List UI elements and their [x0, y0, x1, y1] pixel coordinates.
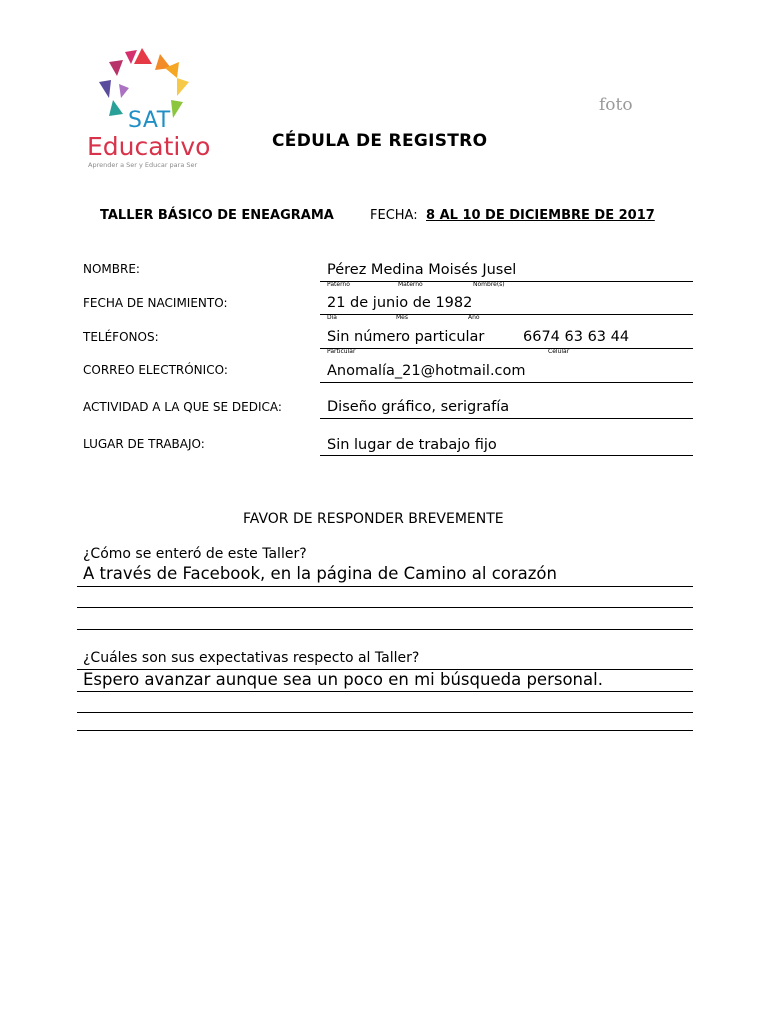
field-line-telefonos — [320, 348, 693, 349]
logo-tagline: Aprender a Ser y Educar para Ser — [88, 161, 198, 169]
answer-1[interactable]: A través de Facebook, en la página de Camino al corazón — [83, 564, 557, 583]
field-label-correo: CORREO ELECTRÓNICO: — [83, 363, 228, 377]
answer-1-line-1 — [77, 586, 693, 587]
field-sub-mes: Mes — [396, 314, 408, 321]
workshop-date-label: FECHA: — [370, 208, 418, 223]
answer-1-line-2 — [77, 607, 693, 608]
field-label-telefonos: TELÉFONOS: — [83, 330, 159, 344]
field-sub-ano: Año — [468, 314, 480, 321]
question-2: ¿Cuáles son sus expectativas respecto al Taller? — [83, 650, 420, 666]
field-sub-particular: Particular — [327, 348, 356, 355]
field-label-nacimiento: FECHA DE NACIMIENTO: — [83, 296, 228, 310]
field-line-actividad — [320, 418, 693, 419]
answer-2[interactable]: Espero avanzar aunque sea un poco en mi búsqueda personal. — [83, 670, 603, 689]
workshop-name: TALLER BÁSICO DE ENEAGRAMA — [100, 208, 334, 223]
photo-placeholder: foto — [599, 95, 633, 115]
section-heading: FAVOR DE RESPONDER BREVEMENTE — [243, 511, 504, 527]
field-value-nacimiento[interactable]: 21 de junio de 1982 — [327, 295, 473, 311]
question-1: ¿Cómo se enteró de este Taller? — [83, 546, 307, 562]
workshop-date-value: 8 AL 10 DE DICIEMBRE DE 2017 — [426, 208, 655, 223]
field-sub-dia: Día — [327, 314, 337, 321]
answer-1-line-3 — [77, 629, 693, 630]
field-label-lugar: LUGAR DE TRABAJO: — [83, 437, 205, 451]
field-value-nombre[interactable]: Pérez Medina Moisés Jusel — [327, 262, 517, 278]
field-line-lugar — [320, 455, 693, 456]
field-value-lugar[interactable]: Sin lugar de trabajo fijo — [327, 437, 497, 453]
logo-brand-educativo: Educativo — [87, 132, 211, 161]
field-line-correo — [320, 382, 693, 383]
answer-2-line-1 — [77, 691, 693, 692]
field-value-telefono-particular[interactable]: Sin número particular — [327, 329, 485, 345]
field-line-nombre — [320, 281, 693, 282]
answer-2-line-3 — [77, 730, 693, 731]
field-label-nombre: NOMBRE: — [83, 262, 140, 276]
sat-educativo-logo — [85, 40, 220, 175]
page-title: CÉDULA DE REGISTRO — [272, 131, 488, 151]
field-sub-nombres: Nombre(s) — [473, 281, 505, 288]
field-label-actividad: ACTIVIDAD A LA QUE SE DEDICA: — [83, 400, 282, 414]
field-value-telefono-celular[interactable]: 6674 63 63 44 — [523, 329, 630, 345]
field-sub-materno: Materno — [398, 281, 423, 288]
answer-2-line-2 — [77, 712, 693, 713]
field-value-actividad[interactable]: Diseño gráfico, serigrafía — [327, 399, 510, 415]
field-line-nacimiento — [320, 314, 693, 315]
field-value-correo[interactable]: Anomalía_21@hotmail.com — [327, 363, 526, 379]
field-sub-celular: Celular — [548, 348, 570, 355]
logo-brand-sat: SAT — [128, 108, 171, 133]
field-sub-paterno: Paterno — [327, 281, 350, 288]
